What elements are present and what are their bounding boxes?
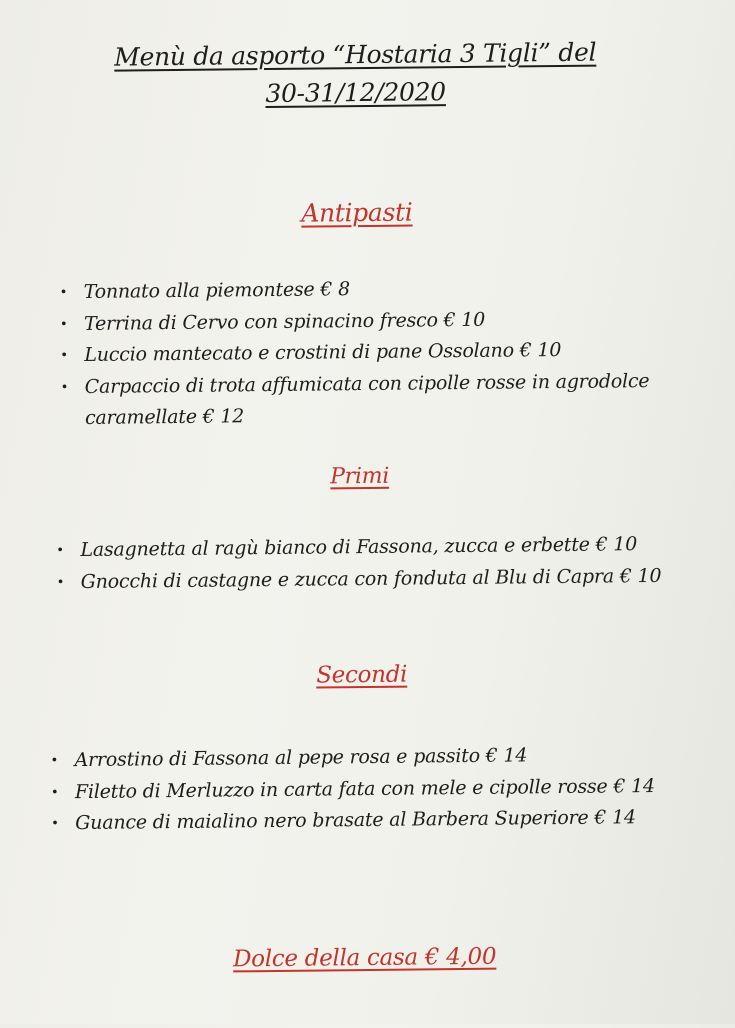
list-item [75, 802, 675, 840]
list-item [85, 365, 686, 434]
item-text: Luccio mantecato e crostini di pane Ossolano € 10 [84, 338, 562, 366]
section-heading-secondi: Secondi [316, 661, 408, 689]
item-text: Gnocchi di castagne e zucca con fonduta al Blu di Capra € 10 [80, 564, 662, 593]
bullet-icon [60, 309, 68, 341]
item-text: Tonnato alla piemontese € 8 [83, 278, 351, 303]
item-text: Arrostino di Fassona al pepe rosa e passito € 14 [74, 744, 528, 772]
dessert-line: Dolce della casa € 4,00 [232, 943, 497, 973]
bullet-icon [50, 745, 58, 777]
item-text: Guance di maialino nero brasate al Barbera Superiore € 14 [75, 806, 636, 835]
item-text: Terrina di Cervo con spinacino fresco € 10 [83, 308, 486, 335]
item-text: Lasagnetta al ragù bianco di Fassona, zucca e erbette € 10 [80, 533, 638, 562]
item-text: Filetto di Merluzzo in carta fata con mele e cipolle rosse € 14 [74, 774, 655, 803]
bullet-icon [56, 535, 64, 567]
section-heading-primi: Primi [330, 463, 390, 490]
bullet-icon [51, 808, 59, 840]
antipasti-list [84, 271, 686, 435]
bullet-icon [51, 777, 59, 809]
menu-title-line2: 30-31/12/2020 [265, 77, 446, 109]
item-text: Carpaccio di trota affumicata con cipolle rosse in agrodolce caramellate € 12 [84, 369, 650, 429]
bullet-icon [60, 340, 68, 372]
bullet-icon [60, 277, 68, 309]
bullet-icon [61, 372, 69, 404]
primi-list [80, 529, 671, 598]
list-item [81, 560, 671, 598]
secondi-list [74, 739, 675, 840]
section-heading-antipasti: Antipasti [301, 197, 413, 228]
bullet-icon [57, 567, 65, 599]
menu-title-line1: Menù da asporto “Hostaria 3 Tigli” del [114, 37, 597, 72]
